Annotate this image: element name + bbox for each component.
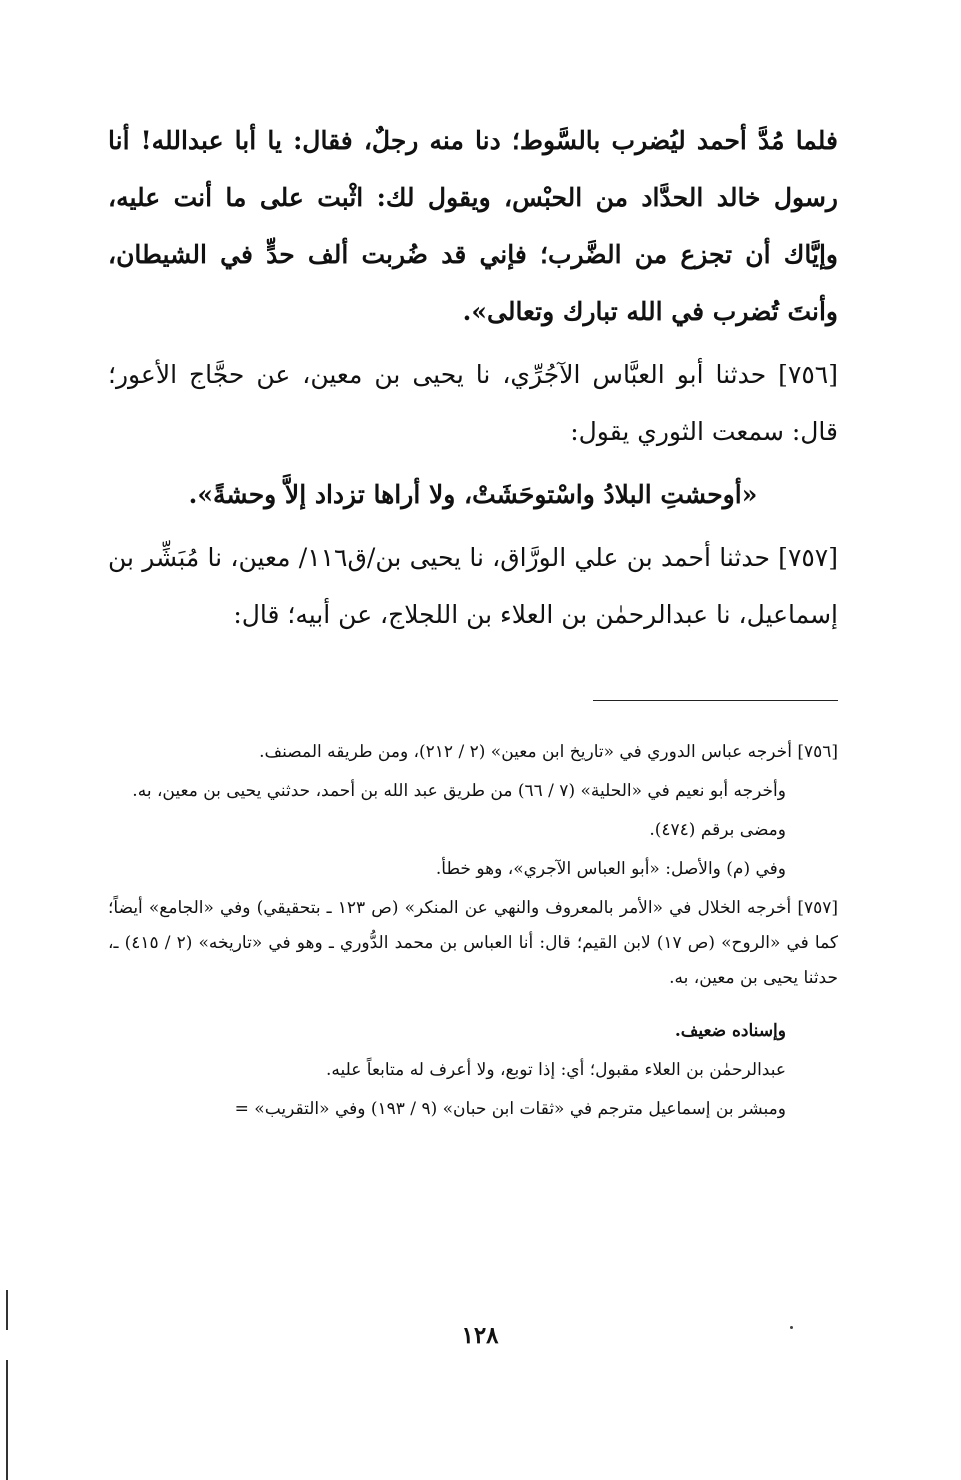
footnote-756-cross-ref: ومضى برقم (٤٧٤).: [649, 820, 786, 840]
page-number: ١٢٨: [461, 1322, 499, 1349]
footnote-757: [٧٥٧] أخرجه الخلال في «الأمر بالمعروف والنهي عن المنكر» (ص ١٢٣ ـ بتحقيقي) وفي «الجامع» أيضاً؛ كما في «الروح» (ص ١٧) لابن القيم؛ قال: أنا العباس بن محمد الدُّوري ـ وهو في «تاريخه» (٢ / ٤١٥) ـ، حدثنا يحيى بن معين، به.: [108, 898, 839, 988]
hadith-756-paragraph: [٧٥٦] حدثنا أبو العبَّاس الآجُرِّي، نا يحيى بن معين، عن حجَّاج الأعور؛ قال: سمعت الثوري يقول:: [108, 360, 838, 446]
narrative-paragraph: فلما مُدَّ أحمد ليُضرب بالسَّوط؛ دنا منه رجلٌ، فقال: يا أبا عبدالله! أنا رسول خالد الحدَّاد من الحبْس، ويقول لك: اثْبت على ما أنت عليه، وإيَّاك أن تجزع من الضَّرب؛ فإني قد ضُربت ألف حدٍّ في الشيطان، وأنتَ تُضرب في الله تبارك وتعالى».: [108, 126, 838, 326]
hadith-757-paragraph: [٧٥٧] حدثنا أحمد بن علي الورَّاق، نا يحيى بن/ق١١٦/ معين، نا مُبَشِّر بن إسماعيل، نا عبدالرحمٰن بن العلاء بن اللجلاج، عن أبيه؛ قال:: [108, 543, 838, 629]
footnote-divider: [593, 700, 838, 701]
footnote-756-abu-nuaym: وأخرجه أبو نعيم في «الحلية» (٧ / ٦٦) من طريق عبد الله بن أحمد، حدثني يحيى بن معين، به.: [132, 781, 786, 801]
scan-edge-mark: [6, 1360, 8, 1480]
footnote-756-variant: وفي (م) والأصل: «أبو العباس الآجري»، وهو خطأ.: [435, 859, 786, 879]
footnote-757-narrator-2: ومبشر بن إسماعيل مترجم في «ثقات ابن حبان» (٩ / ١٩٣) وفي «التقريب» =: [234, 1099, 786, 1119]
quote-paragraph: «أوحشتِ البلادُ واسْتوحَشَتْ، ولا أراها تزداد إلاَّ وحشةً».: [188, 480, 758, 509]
stray-dot-mark: [790, 1326, 793, 1329]
main-text: [108, 112, 838, 643]
footnote-757-grading: وإسناده ضعيف.: [674, 1021, 786, 1041]
scan-edge-mark: [6, 1290, 8, 1330]
footnote-756: [٧٥٦] أخرجه عباس الدوري في «تاريخ ابن معين» (٢ / ٢١٢)، ومن طريقه المصنف.: [259, 742, 838, 762]
footnotes: [108, 735, 838, 1127]
footnote-757-narrator-1: عبدالرحمٰن بن العلاء مقبول؛ أي: إذا توبع، ولا أعرف له متابعاً عليه.: [325, 1060, 786, 1080]
